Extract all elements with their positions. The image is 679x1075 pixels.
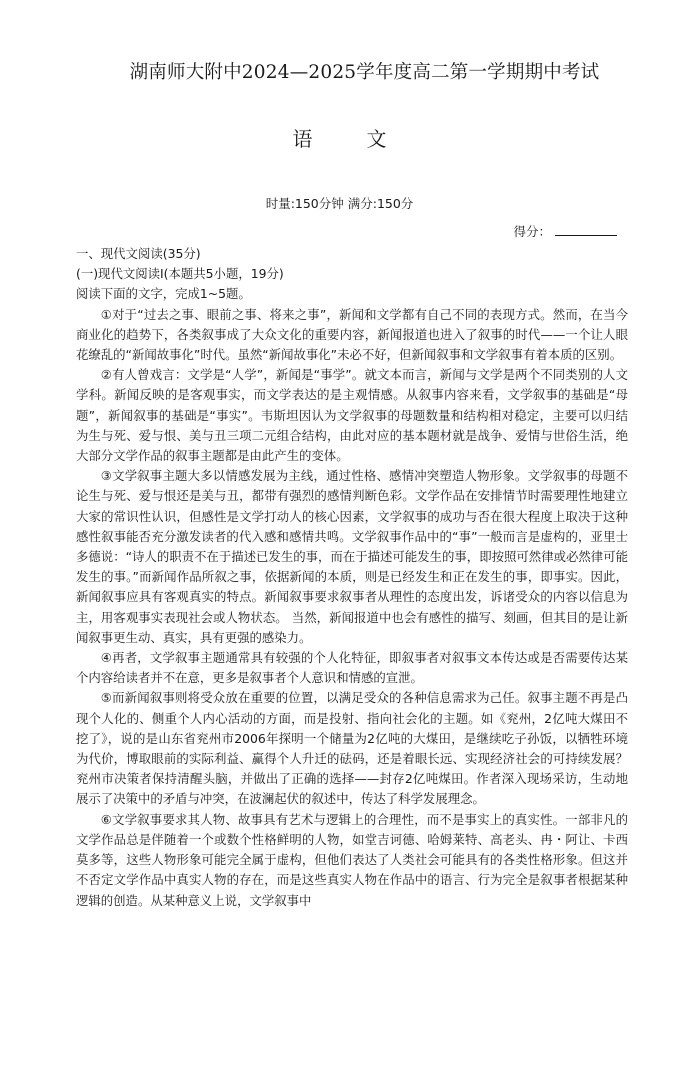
score-blank-line	[555, 223, 617, 236]
paragraph-2: ②有人曾戏言：文学是“人学”，新闻是“事学”。就文本而言，新闻与文学是两个不同类别的人文学科。新闻反映的是客观事实，而文学表达的是主观情感。从叙事内容来看，文学叙事的基础是“母题”，新闻叙事的基础是“事实”。韦斯坦因认为文学叙事的母题数量和结构相对稳定，主要可以归结为生与死、爱与恨、美与丑三项二元组合结构，由此对应的基本题材就是战争、爱情与世俗生活，绝大部分文学作品的叙事主题都是由此产生的变体。	[76, 367, 628, 464]
subject-title: 语文	[292, 127, 441, 151]
section-instruction: 阅读下面的文字，完成1~5题。	[76, 286, 251, 302]
paragraph-6: ⑥文学叙事要求其人物、故事具有艺术与逻辑上的合理性，而不是事实上的真实性。一部非凡的文学作品总是伴随着一个或数个性格鲜明的人物，如堂吉诃德、哈姆莱特、高老头、冉・阿让、卡西莫多等，这些人物形象可能完全属于虚构，但他们表达了人类社会可能具有的各类性格形象。但这并不否定文学作品中真实人物的存在，而是这些真实人物在作品中的语言、行为完全是叙事者根据某种逻辑的创造。从某种意义上说，文学叙事中	[76, 811, 628, 908]
score-label: 得分：	[513, 224, 551, 239]
exam-time-score-info: 时量:150分钟 满分:150分	[265, 196, 414, 211]
paragraph-5: ⑤而新闻叙事则将受众放在重要的位置，以满足受众的各种信息需求为己任。叙事主题不再是凸现个人化的、侧重个人内心活动的方面，而是投射、指向社会化的主题。如《兖州，2亿吨大煤田不挖了》，说的是山东省兖州市2006年探明一个储量为2亿吨的大煤田，是继续吃子孙饭，以牺牲环境为代价，博取眼前的实际利益、赢得个人升迁的砝码，还是着眼长远、实现经济社会的可持续发展？兖州市决策者保持清醒头脑，并做出了正确的选择——封存2亿吨煤田。作者深入现场采访，生动地展示了决策中的矛盾与冲突，在波澜起伏的叙述中，传达了科学发展理念。	[76, 690, 628, 807]
reading-section	[76, 244, 628, 911]
section-subheading: (一)现代文阅读Ⅰ(本题共5小题，19分)	[76, 266, 284, 282]
paragraph-1: ①对于“过去之事、眼前之事、将来之事”，新闻和文学都有自己不同的表现方式。然而，在当今商业化的趋势下，各类叙事成了大众文化的重要内容，新闻报道也进入了叙事的时代——一个让人眼花缭乱的“新闻故事化”时代。虽然“新闻故事化”未必不好，但新闻叙事和文学叙事有着本质的区别。	[76, 306, 628, 363]
exam-title: 湖南师大附中2024—2025学年度高二第一学期期中考试	[129, 62, 600, 83]
paragraph-4: ④再者，文学叙事主题通常具有较强的个人化特征，即叙事者对叙事文本传达或是否需要传达某个内容给读者并不在意，更多是叙事者个人意识和情感的宣泄。	[76, 650, 628, 686]
paragraph-3: ③文学叙事主题大多以情感发展为主线，通过性格、感情冲突塑造人物形象。文学叙事的母题不论生与死、爱与恨还是美与丑，都带有强烈的感情判断色彩。文学作品在安排情节时需要理性地建立大家的常识性认识，但感性是文学打动人的核心因素，文学叙事的成功与否在很大程度上取决于这种感性叙事能否充分激发读者的代入感和感情共鸣。文学叙事作品中的“事”一般而言是虚构的，亚里士多德说：“诗人的职责不在于描述已发生的事，而在于描述可能发生的事，即按照可然律或必然律可能发生的事。”而新闻作品所叙之事，依据新闻的本质，则是已经发生和正在发生的事，即事实。因此，新闻叙事应具有客观真实的特点。新闻叙事要求叙事者从理性的态度出发，诉诸受众的内容以信息为主，用客观事实表现社会或人物状态。 当然，新闻报道中也会有感性的描写、刻画，但其目的是让新闻叙事更生动、真实，具有更强的感染力。	[76, 468, 628, 645]
section-heading: 一、现代文阅读(35分)	[76, 246, 201, 261]
score-field	[513, 222, 617, 240]
